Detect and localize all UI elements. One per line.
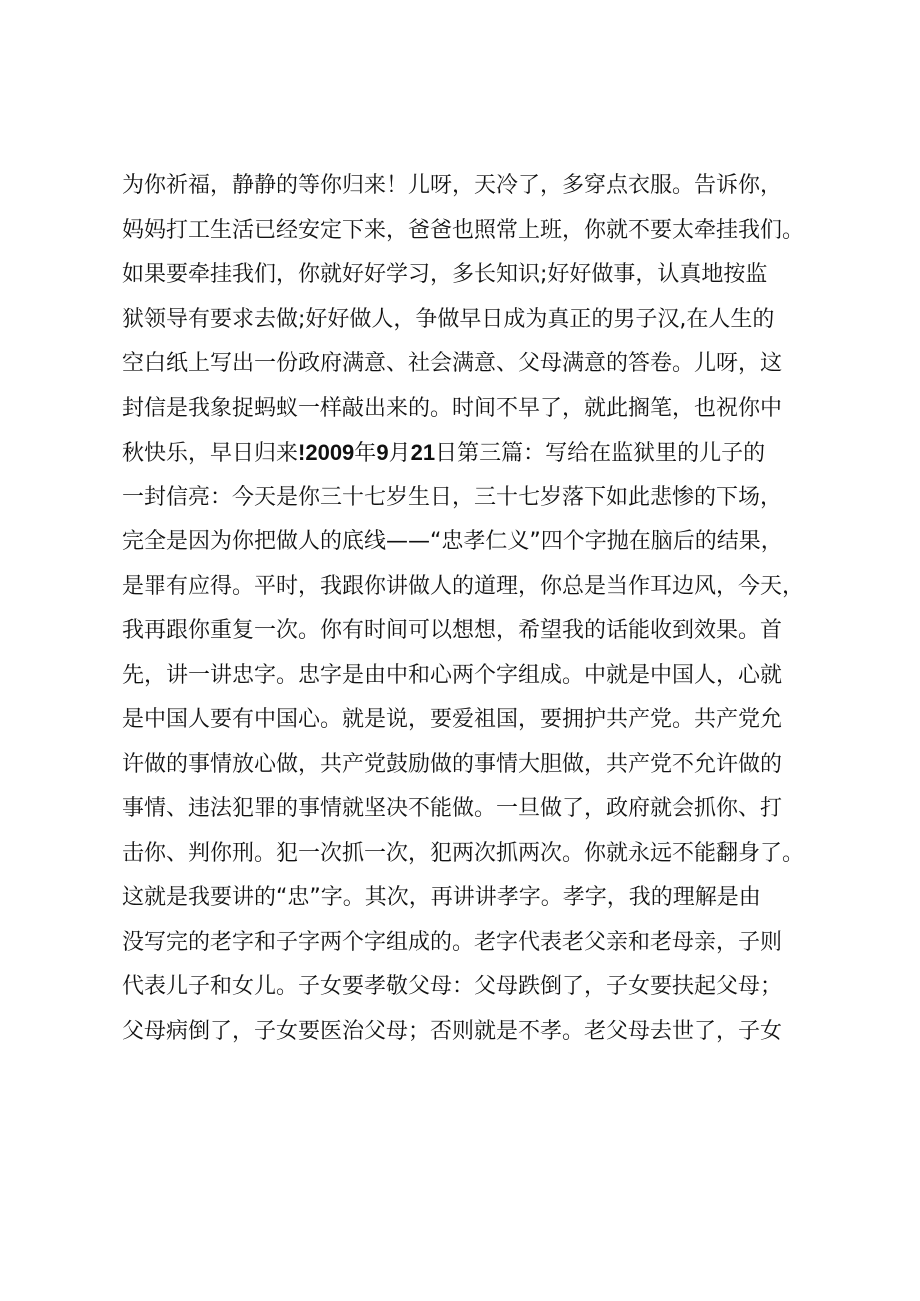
text-line-7-part-3: 年 (354, 441, 377, 466)
text-line-15: 事情、违法犯罪的事情就坚决不能做。一旦做了，政府就会抓你、打 (122, 796, 783, 821)
text-line-14: 许做的事情放心做，共产党鼓励做的事情大胆做，共产党不允许做的 (122, 751, 783, 777)
text-line-20: 父母病倒了，子女要医治父母；否则就是不孝。老父母去世了，子女 (122, 1018, 783, 1044)
text-line-11: 我再跟你重复一次。你有时间可以想想，希望我的话能收到效果。首 (122, 618, 783, 643)
text-line-7-date-month: 9 (376, 440, 389, 465)
text-line-13: 是中国人要有中国心。就是说，要爱祖国，要拥护共产党。共产党允 (122, 707, 783, 732)
text-line-7-part-1: 秋快乐，早日归来 (122, 441, 299, 466)
letter-body (122, 164, 822, 1054)
text-line-7-date-year: !2009 (298, 440, 355, 465)
text-line-2: 妈妈打工生活已经安定下来，爸爸也照常上班，你就不要太牵挂我们。 (122, 217, 805, 243)
text-line-3: 如果要牵挂我们，你就好好学习，多长知识;好好做事，认真地按监 (122, 262, 768, 287)
text-line-4: 狱领导有要求去做;好好做人，争做早日成为真正的男子汉,在人生的 (122, 306, 775, 332)
text-line-10: 是罪有应得。平时，我跟你讲做人的道理，你总是当作耳边风，今天， (122, 573, 805, 599)
text-line-7-part-7: 日第三篇：写给在监狱里的儿子的 (435, 441, 766, 466)
text-line-9: 完全是因为你把做人的底线——“忠孝仁义”四个字抛在脑后的结果， (122, 529, 783, 554)
text-line-7-part-5: 月 (388, 441, 411, 466)
text-line-8: 一封信亮：今天是你三十七岁生日，三十七岁落下如此悲惨的下场， (122, 484, 783, 510)
text-line-18: 没写完的老字和子字两个字组成的。老字代表老父亲和老母亲，子则 (122, 929, 783, 955)
text-line-1: 为你祈福，静静的等你归来！儿呀，天冷了，多穿点衣服。告诉你， (122, 173, 783, 198)
text-line-19: 代表儿子和女儿。子女要孝敬父母：父母跌倒了，子女要扶起父母； (122, 974, 783, 999)
text-line-16: 击你、判你刑。犯一次抓一次，犯两次抓两次。你就永远不能翻身了。 (122, 840, 805, 866)
text-line-7-date-day: 21 (410, 440, 436, 465)
text-line-12: 先，讲一讲忠字。忠字是由中和心两个字组成。中就是中国人，心就 (122, 662, 783, 688)
text-line-17: 这就是我要讲的“忠”字。其次，再讲讲孝字。孝字，我的理解是由 (122, 885, 761, 910)
text-line-5: 空白纸上写出一份政府满意、社会满意、父母满意的答卷。儿呀，这 (122, 351, 783, 376)
text-line-7 (122, 431, 822, 476)
text-line-6: 封信是我象捉蚂蚁一样敲出来的。时间不早了，就此搁笔，也祝你中 (122, 395, 783, 421)
